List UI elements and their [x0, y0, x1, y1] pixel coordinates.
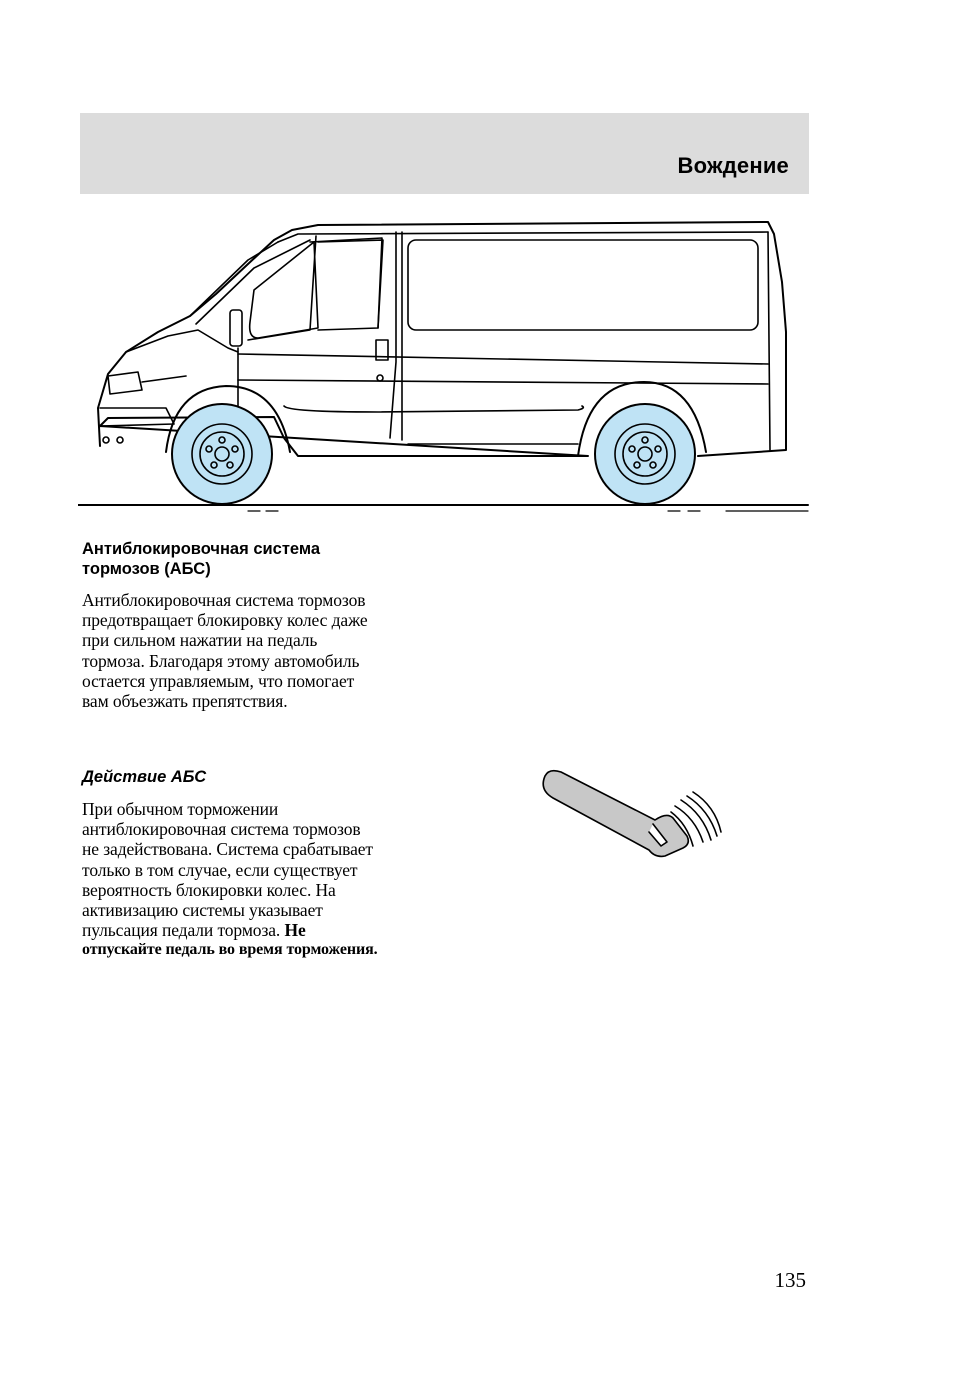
- abs-heading: Антиблокировочная система тормозов (АБС): [82, 540, 321, 578]
- rear-wheel-icon: [595, 404, 695, 504]
- abs-operation-heading: Действие АБС: [82, 768, 207, 786]
- brake-pedal-pulse-icon: [535, 762, 725, 872]
- van-side-view-icon: [78, 212, 810, 512]
- warning-text: отпускайте педаль во время торможения.: [82, 941, 378, 959]
- page-number: 135: [774, 1268, 806, 1292]
- section-header-band: [80, 113, 809, 194]
- abs-operation-text: При обычном торможении антиблокировочная система тормозов не задействована. Система срабатывает только в том случае, если существует вероятность блокировки колес. На активизацию системы указывает пульсация педали тормоза. Не отпускайте педаль во время торможения.: [82, 799, 442, 961]
- front-wheel-icon: [172, 404, 272, 504]
- abs-description: Антиблокировочная система тормозов предотвращает блокировку колес даже при сильном нажатии на педаль тормоза. Благодаря этому автомобиль остается управляемым, что помогает вам объезжать препятствия.: [82, 590, 368, 712]
- section-title: Вождение: [677, 153, 789, 178]
